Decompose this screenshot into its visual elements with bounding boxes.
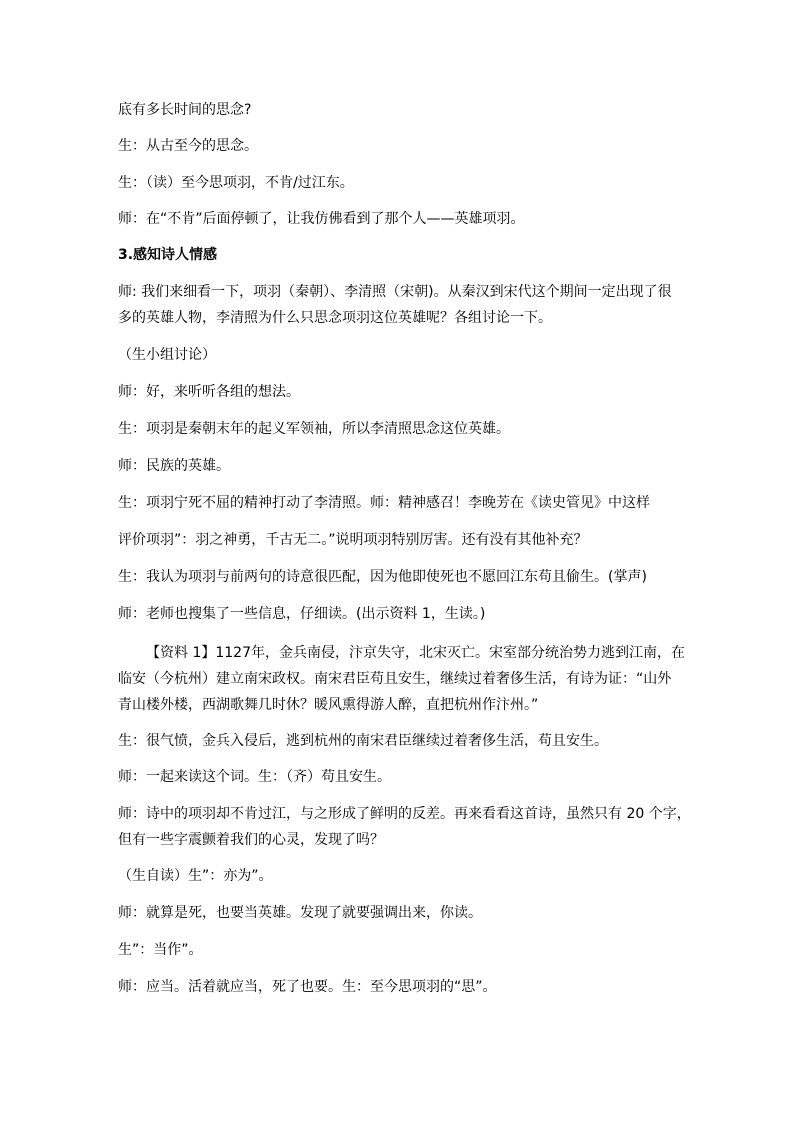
section-heading: 3.感知诗人情感 [118, 247, 218, 263]
material-1-line-2: 临安（今杭州）建立南宋政权。南宋君臣苟且安生，继续过着奢侈生活，有诗为证：“山外 [118, 671, 672, 687]
material-1-line-3: 青山楼外楼，西湖歌舞几时休？暖风熏得游人醉，直把杭州作汴州。” [118, 697, 539, 713]
text-line-22: 但有一些字震颤着我们的心灵，发现了吗？ [118, 832, 384, 848]
material-1-line-1: 【资料 1】1127年，金兵南侵，汴京失守，北宋灭亡。宋室部分统治势力逃到江南，在 [146, 645, 685, 661]
text-line-23: （生自读）生”：亦为”。 [118, 868, 273, 884]
text-line-26: 师：应当。活着就应当，死了也要。生：至今思项羽的“思”。 [118, 979, 497, 995]
text-line-24: 师：就算是死，也要当英雄。发现了就要强调出来，你读。 [118, 905, 482, 921]
text-line-25: 生”：当作”。 [118, 942, 203, 958]
text-line-15: 师：老师也搜集了一些信息，仔细读。(出示资料 1，生读。) [118, 606, 486, 622]
text-line-19: 生：很气愤，金兵入侵后，逃到杭州的南宋君臣继续过着奢侈生活，苟且安生。 [118, 733, 608, 749]
text-line-14: 生：我认为项羽与前两句的诗意很匹配，因为他即使死也不愿回江东苟且偷生。(掌声) [118, 569, 647, 585]
text-line-4: 师：在“不肯”后面停顿了，让我仿佛看到了那个人——英雄项羽。 [118, 211, 525, 227]
text-line-6: 师: 我们来细看一下，项羽（秦朝）、李清照（宋朝)。从秦汉到宋代这个期间一定出现了很 [118, 284, 672, 300]
text-line-10: 生：项羽是秦朝末年的起义军领袖，所以李清照思念这位英雄。 [118, 421, 510, 437]
text-line-11: 师：民族的英雄。 [118, 458, 230, 474]
text-line-8: （生小组讨论） [118, 347, 216, 363]
text-line-21: 师：诗中的项羽却不肯过江，与之形成了鲜明的反差。再来看看这首诗，虽然只有 20 个字， [118, 806, 691, 822]
text-line-7: 多的英雄人物，李清照为什么只思念项羽这位英雄呢？各组讨论一下。 [118, 310, 552, 326]
text-line-12: 生：项羽宁死不屈的精神打动了李清照。师：精神感召！李晚芳在《读史管见》中这样 [118, 495, 650, 511]
text-line-20: 师：一起来读这个词。生：（齐）苟且安生。 [118, 769, 391, 785]
text-line-13: 评价项羽”：羽之神勇，千古无二。”说明项羽特别厉害。还有没有其他补充？ [118, 532, 588, 548]
text-line-2: 生：从古至今的思念。 [118, 138, 258, 154]
text-line-1: 底有多长时间的思念? [118, 102, 252, 118]
text-line-3: 生：（读）至今思项羽，不肯/过江东。 [118, 175, 354, 191]
text-line-9: 师：好，来听听各组的想法。 [118, 384, 300, 400]
